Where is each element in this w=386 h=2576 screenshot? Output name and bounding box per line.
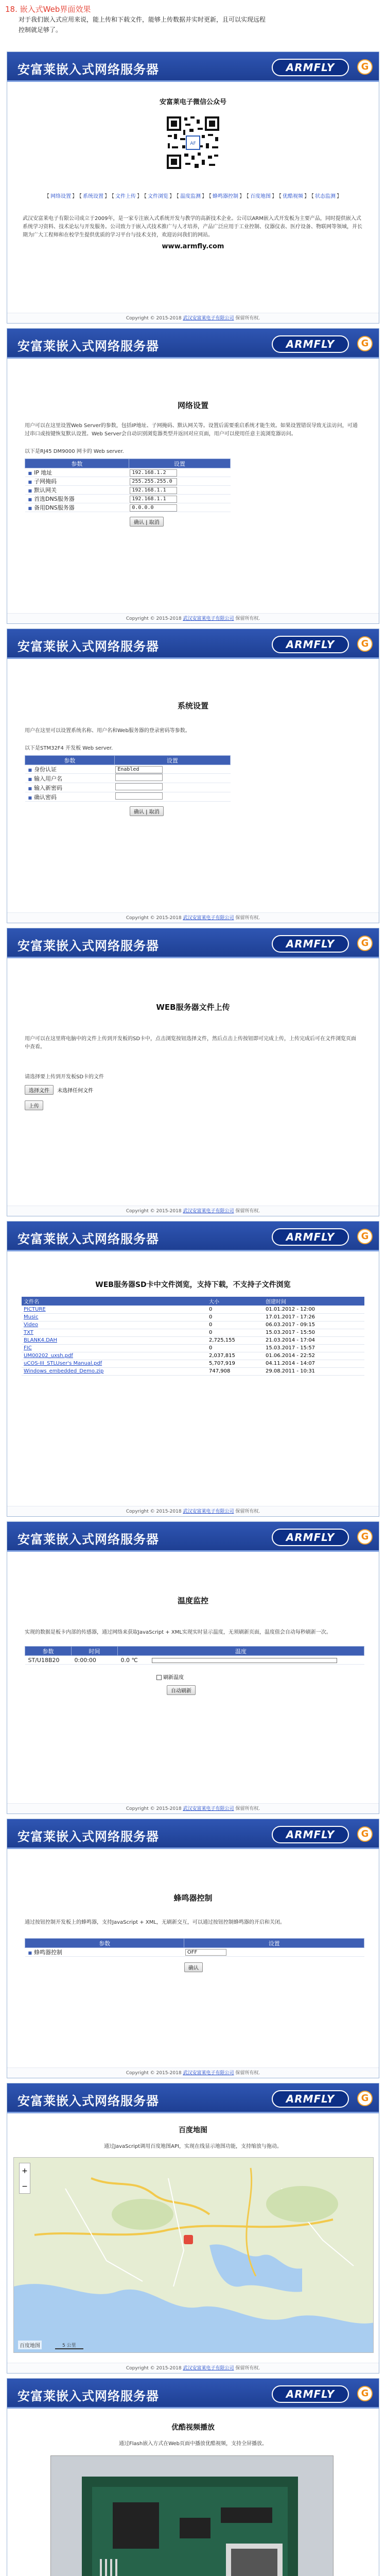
banner xyxy=(7,329,379,359)
video-player[interactable] xyxy=(50,2455,334,2576)
page-title: 蜂鸣器控制 xyxy=(173,1893,213,1903)
buzzer-select[interactable]: OFF xyxy=(185,1949,226,1956)
col-header: 参数 xyxy=(25,459,129,468)
qr-code-icon xyxy=(165,114,221,171)
armfly-logo: ARMFLY xyxy=(272,59,349,76)
bullet-icon: ■ xyxy=(28,1951,32,1955)
settings-table xyxy=(25,755,231,802)
buzzer-table xyxy=(25,1938,364,1957)
file-link[interactable]: Music xyxy=(22,1313,207,1321)
armfly-logo: ARMFLY xyxy=(272,335,349,353)
intro-line: 对于我们嵌入式应用来说，能上传和下载文件，能够上传数据并实时更新，且可以实现远程 xyxy=(19,16,266,23)
param-label: 备用DNS服务器 xyxy=(34,504,75,511)
file-date: 15.03.2017 - 15:50 xyxy=(264,1329,364,1336)
file-date: 29.08.2011 - 10:31 xyxy=(264,1367,364,1375)
col-header: 参数 xyxy=(25,1939,184,1948)
page-title: 温度监控 xyxy=(177,1596,208,1605)
param-label: 输入用户名 xyxy=(34,775,63,782)
map-brand: 百度地图 xyxy=(18,2341,42,2349)
temperature-table xyxy=(25,1646,364,1665)
file-link[interactable]: PICTURE xyxy=(22,1306,207,1313)
choose-file-button[interactable]: 选择文件 xyxy=(25,1085,54,1095)
screen-system-settings xyxy=(7,629,379,923)
param-input[interactable] xyxy=(115,774,163,781)
google-icon[interactable]: G xyxy=(357,2386,373,2401)
nav-link[interactable]: 文件浏览 xyxy=(148,194,168,199)
table-row xyxy=(25,774,231,783)
file-size: 0 xyxy=(207,1313,264,1321)
google-icon[interactable]: G xyxy=(357,1229,373,1244)
table-row xyxy=(22,1367,364,1375)
file-link[interactable]: Windows_embedded_Demo.zip xyxy=(22,1367,207,1375)
param-label: 确认密码 xyxy=(34,793,57,801)
banner-title: 安富莱嵌入式网络服务器 xyxy=(17,639,159,654)
footer-link[interactable]: 武汉安富莱电子有限公司 xyxy=(183,1509,234,1514)
footer-link[interactable]: 武汉安富莱电子有限公司 xyxy=(183,2366,234,2371)
armfly-logo: ARMFLY xyxy=(272,2090,349,2108)
banner xyxy=(7,1222,379,1251)
param-label: 子网掩码 xyxy=(34,478,57,485)
sensor-time: 0:00:00 xyxy=(72,1656,118,1665)
table-row xyxy=(25,477,231,486)
nav-link[interactable]: 温度监测 xyxy=(180,194,201,199)
footer: Copyright © 2015-2018 武汉安富莱电子有限公司 保留所有权. xyxy=(7,1206,379,1216)
file-date: 01.01.2012 - 12:00 xyxy=(264,1306,364,1313)
nav-separator: 】 xyxy=(169,194,174,199)
table-row xyxy=(22,1306,364,1313)
col-header: 参数 xyxy=(25,1647,72,1656)
table-row xyxy=(25,468,231,477)
nav-separator: 】 xyxy=(304,194,309,199)
banner xyxy=(7,2379,379,2409)
google-icon[interactable]: G xyxy=(357,336,373,351)
col-header: 设置 xyxy=(129,459,230,468)
banner xyxy=(7,1522,379,1552)
param-label: IP 地址 xyxy=(34,469,52,476)
page-description: 通过按钮控制开发板上的蜂鸣器，支持JavaScript + XML，无刷新交互，可以通过按钮控制蜂鸣器的开启和关闭。 xyxy=(25,1920,285,1925)
google-icon[interactable]: G xyxy=(357,636,373,652)
param-input[interactable]: 192.168.1.1 xyxy=(130,487,177,494)
temperature-bar xyxy=(152,1658,337,1663)
col-header: 设置 xyxy=(184,1939,364,1948)
nav-separator: 【 xyxy=(209,194,212,199)
col-header: 温度 xyxy=(118,1647,364,1656)
nav-separator: 】 xyxy=(104,194,110,199)
banner-title: 安富莱嵌入式网络服务器 xyxy=(17,1232,159,1246)
website-url[interactable]: www.armfly.com xyxy=(162,243,224,250)
nav-separator: 】 xyxy=(239,194,244,199)
google-icon[interactable]: G xyxy=(357,59,373,75)
page-title: 百度地图 xyxy=(179,2126,207,2134)
footer: Copyright © 2015-2018 武汉安富莱电子有限公司 保留所有权. xyxy=(7,912,379,923)
page-title: 系统设置 xyxy=(177,701,208,710)
footer-link[interactable]: 武汉安富莱电子有限公司 xyxy=(183,616,234,621)
nav-separator: 】 xyxy=(202,194,207,199)
sensor-name: ST/U18B20 xyxy=(25,1656,72,1665)
nav-separator: 【 xyxy=(44,194,49,199)
google-icon[interactable]: G xyxy=(357,2091,373,2106)
param-input[interactable] xyxy=(115,783,163,790)
hint-text: 以下是RJ45 DM9000 网卡的 Web server. xyxy=(25,449,124,454)
page-description: 实现的数据是板卡内部的传感器，通过网络来获取JavaScript + XML实现实时显示温度，无须刷新页面，温度值会自动每秒刷新一次。 xyxy=(25,1630,331,1635)
page-description: 用户可以在这里设置Web Server的参数，包括IP地址、子网掩码、默认网关等。设置后需要重启系统才能生效。如果设置错误导致无法访问，可通过串口或按键恢复默认设置。Web Server会自动识别浏览器类型并返回对应页面，用户可以使用任意主流浏览器访问。 xyxy=(25,423,358,437)
file-size: 5,707,919 xyxy=(207,1360,264,1367)
banner-title: 安富莱嵌入式网络服务器 xyxy=(17,939,159,953)
page-title: WEB服务器文件上传 xyxy=(156,1003,230,1012)
nav-separator: 【 xyxy=(112,194,114,199)
banner-title: 安富莱嵌入式网络服务器 xyxy=(17,2094,159,2108)
col-header: 创建时间 xyxy=(264,1297,364,1306)
nav-separator: 【 xyxy=(279,194,282,199)
bullet-icon: ■ xyxy=(28,795,32,800)
table-row xyxy=(22,1329,364,1336)
file-size: 0 xyxy=(207,1321,264,1329)
confirm-cancel-button[interactable]: 确认 | 取消 xyxy=(130,517,164,527)
armfly-logo: ARMFLY xyxy=(272,935,349,953)
file-size: 0 xyxy=(207,1344,264,1352)
bullet-icon: ■ xyxy=(28,497,32,502)
armfly-logo: ARMFLY xyxy=(272,2385,349,2403)
screen-home xyxy=(7,52,379,324)
param-label: 身份认证 xyxy=(34,766,57,773)
svg-text:AF: AF xyxy=(190,141,196,146)
screen-youku-video xyxy=(7,2378,379,2576)
file-date: 17.01.2017 - 17:26 xyxy=(264,1313,364,1321)
zoom-control[interactable]: + − xyxy=(19,2163,30,2194)
page-description: 用户可以在这里将电脑中的文件上传到开发板的SD卡中，点击浏览按钮选择文件，然后点击上传按钮即可完成上传，上传完成后可在文件浏览页面中查看。 xyxy=(25,1036,357,1050)
banner xyxy=(7,629,379,659)
screen-network-settings xyxy=(7,328,379,624)
settings-table xyxy=(25,459,231,512)
file-size: 0 xyxy=(207,1306,264,1313)
banner-title: 安富莱嵌入式网络服务器 xyxy=(17,2389,159,2403)
refresh-button[interactable]: 自动刷新 xyxy=(167,1685,196,1695)
file-date: 04.11.2014 - 14:07 xyxy=(264,1360,364,1367)
intro-line: 控制就足够了。 xyxy=(19,26,62,33)
nav-separator: 【 xyxy=(177,194,179,199)
bullet-icon: ■ xyxy=(28,488,32,493)
file-size: 2,037,815 xyxy=(207,1352,264,1360)
footer: Copyright © 2015-2018 武汉安富莱电子有限公司 保留所有权. xyxy=(7,2363,379,2373)
screen-buzzer xyxy=(7,1819,379,2078)
footer: Copyright © 2015-2018 武汉安富莱电子有限公司 保留所有权. xyxy=(7,613,379,623)
file-size: 747,908 xyxy=(207,1367,264,1375)
footer: Copyright © 2015-2018 武汉安富莱电子有限公司 保留所有权. xyxy=(7,1506,379,1516)
param-label: 首选DNS服务器 xyxy=(34,496,75,502)
table-row xyxy=(22,1352,364,1360)
bullet-icon: ■ xyxy=(28,506,32,511)
file-date: 15.03.2017 - 15:57 xyxy=(264,1344,364,1352)
file-date: 06.03.2017 - 09:15 xyxy=(264,1321,364,1329)
footer: Copyright © 2015-2018 武汉安富莱电子有限公司 保留所有权. xyxy=(7,1803,379,1814)
col-header: 参数 xyxy=(25,756,115,765)
upload-label: 请选择要上传到开发板SD卡的文件 xyxy=(25,1074,104,1080)
banner-title: 安富莱嵌入式网络服务器 xyxy=(17,1829,159,1844)
screen-temperature xyxy=(7,1521,379,1814)
nav-separator: 【 xyxy=(144,194,147,199)
auto-refresh-checkbox[interactable] xyxy=(156,1675,162,1680)
file-table xyxy=(22,1297,364,1376)
bullet-icon: ■ xyxy=(28,768,32,772)
table-row xyxy=(25,765,231,774)
banner-title: 安富莱嵌入式网络服务器 xyxy=(17,339,159,353)
param-input[interactable]: 192.168.1.2 xyxy=(130,469,177,477)
footer-link[interactable]: 武汉安富莱电子有限公司 xyxy=(183,916,234,921)
table-row xyxy=(25,486,231,495)
footer-link[interactable]: 武汉安富莱电子有限公司 xyxy=(183,1209,234,1214)
col-header: 文件名 xyxy=(22,1297,207,1306)
table-row xyxy=(22,1344,364,1352)
banner xyxy=(7,2083,379,2113)
footer: Copyright © 2015-2018 武汉安富莱电子有限公司 保留所有权. xyxy=(7,2067,379,2078)
no-file-text: 未选择任何文件 xyxy=(57,1088,94,1094)
confirm-button[interactable]: 确认 xyxy=(184,1962,203,1972)
refresh-label: 刷新温度 xyxy=(163,1675,184,1681)
upload-button[interactable]: 上传 xyxy=(25,1100,43,1110)
table-row xyxy=(22,1336,364,1344)
confirm-cancel-button[interactable]: 确认 | 取消 xyxy=(130,806,164,816)
nav-link[interactable]: 百度地图 xyxy=(250,194,271,199)
page-title: 优酷视频播放 xyxy=(171,2424,215,2432)
page-description: 通过Flash嵌入方式在Web页面中播放优酷视频，支持全屏播放。 xyxy=(118,2441,267,2447)
file-link[interactable]: Video xyxy=(22,1321,207,1329)
armfly-logo: ARMFLY xyxy=(272,1529,349,1546)
nav-link[interactable]: 优酷视频 xyxy=(283,194,303,199)
google-icon[interactable]: G xyxy=(357,936,373,951)
armfly-logo: ARMFLY xyxy=(272,636,349,653)
banner xyxy=(7,1819,379,1849)
file-link[interactable]: FIC xyxy=(22,1344,207,1352)
nav-separator: 】 xyxy=(337,194,342,199)
banner xyxy=(7,928,379,958)
table-row xyxy=(22,1313,364,1321)
file-link[interactable]: uCOS-III_STLUser's Manual.pdf xyxy=(22,1360,207,1367)
table-row xyxy=(25,495,231,503)
file-date: 21.03.2014 - 17:04 xyxy=(264,1336,364,1344)
armfly-logo: ARMFLY xyxy=(272,1228,349,1246)
footer-link[interactable]: 武汉安富莱电子有限公司 xyxy=(183,1806,234,1811)
param-input[interactable]: 0.0.0.0 xyxy=(130,504,177,512)
file-size: 2,725,155 xyxy=(207,1336,264,1344)
hint-text: 以下是STM32F4 开发板 Web server. xyxy=(25,745,113,751)
file-link[interactable]: BLANK4.DAH xyxy=(22,1336,207,1344)
file-link[interactable]: UM00202_uxsh.pdf xyxy=(22,1352,207,1360)
temperature-value: 0.0 ℃ xyxy=(120,1656,138,1664)
param-input[interactable]: 192.168.1.1 xyxy=(130,496,177,503)
nav-separator: 】 xyxy=(272,194,277,199)
col-header: 设置 xyxy=(114,756,230,765)
page-title: 安富莱电子微信公众号 xyxy=(159,98,226,106)
banner-title: 安富莱嵌入式网络服务器 xyxy=(17,62,159,77)
banner-title: 安富莱嵌入式网络服务器 xyxy=(17,1532,159,1547)
bullet-icon: ■ xyxy=(28,471,32,476)
armfly-logo: ARMFLY xyxy=(272,1826,349,1843)
footer-link[interactable]: 武汉安富莱电子有限公司 xyxy=(183,2071,234,2076)
param-label: 输入新密码 xyxy=(34,784,63,791)
file-size: 0 xyxy=(207,1329,264,1336)
page-title: WEB服务器SD卡中文件浏览，支持下载，不支持子文件浏览 xyxy=(95,1281,291,1289)
nav-separator: 【 xyxy=(79,194,82,199)
param-input[interactable]: Enabled xyxy=(115,766,163,773)
nav-link[interactable]: 系统设置 xyxy=(83,194,103,199)
table-row xyxy=(25,503,231,512)
footer: Copyright © 2015-2018 武汉安富莱电子有限公司 保留所有权. xyxy=(7,313,379,323)
footer-link[interactable]: 武汉安富莱电子有限公司 xyxy=(183,316,234,321)
param-input[interactable] xyxy=(115,792,163,800)
table-row xyxy=(25,783,231,792)
screen-file-browse xyxy=(7,1221,379,1517)
google-icon[interactable]: G xyxy=(357,1826,373,1842)
nav-link[interactable]: 蜂鸣器控制 xyxy=(213,194,238,199)
nav-separator: 】 xyxy=(72,194,77,199)
screen-baidu-map xyxy=(7,2083,379,2374)
page-title: 网络设置 xyxy=(177,401,208,410)
map-canvas[interactable] xyxy=(13,2157,374,2353)
nav-separator: 【 xyxy=(247,194,249,199)
bullet-icon: ■ xyxy=(28,480,32,484)
page-description: 用户在这里可以设置系统名称、用户名和Web服务器的登录密码等参数。 xyxy=(25,728,190,734)
param-label: 蜂鸣器控制 xyxy=(34,1949,63,1956)
nav-link[interactable]: 网络设置 xyxy=(50,194,71,199)
file-date: 01.06.2014 - 22:52 xyxy=(264,1352,364,1360)
table-row xyxy=(22,1321,364,1329)
nav-bar xyxy=(7,192,379,199)
page-description: 通过JavaScript调用百度地图API，实现在线显示地图功能，支持缩放与拖动。 xyxy=(104,2144,282,2149)
param-input[interactable]: 255.255.255.0 xyxy=(130,478,177,485)
nav-link[interactable]: 状态监测 xyxy=(315,194,336,199)
table-row xyxy=(22,1360,364,1367)
company-intro: 武汉安富莱电子有限公司成立于2009年，是一家专注嵌入式系统开发与教学的高新技术企业。公司以ARM嵌入式开发板为主要产品，同时提供嵌入式系统学习资料、技术论坛与开发服务。公司致力于嵌入式技术推广与人才培养，产品广泛应用于工业控制、仪器仪表、医疗设备、物联网等领域，并长期为广大工程师和在校学生提供优质的学习平台与技术支持，欢迎访问我们的网站。 xyxy=(23,216,362,238)
table-row xyxy=(25,792,231,802)
nav-link[interactable]: 文件上传 xyxy=(115,194,136,199)
intro xyxy=(0,0,386,52)
nav-separator: 【 xyxy=(311,194,314,199)
param-label: 默认网关 xyxy=(34,487,57,494)
screen-file-upload xyxy=(7,928,379,1216)
bullet-icon: ■ xyxy=(28,786,32,791)
file-link[interactable]: TXT xyxy=(22,1329,207,1336)
map-scale: 5 公里 xyxy=(55,2342,83,2349)
bullet-icon: ■ xyxy=(28,776,32,782)
col-header: 时间 xyxy=(72,1647,118,1656)
col-header: 大小 xyxy=(207,1297,264,1306)
nav-separator: 】 xyxy=(137,194,142,199)
google-icon[interactable]: G xyxy=(357,1529,373,1545)
intro-heading: 18. 嵌入式Web界面效果 xyxy=(5,5,91,14)
banner xyxy=(7,52,379,82)
